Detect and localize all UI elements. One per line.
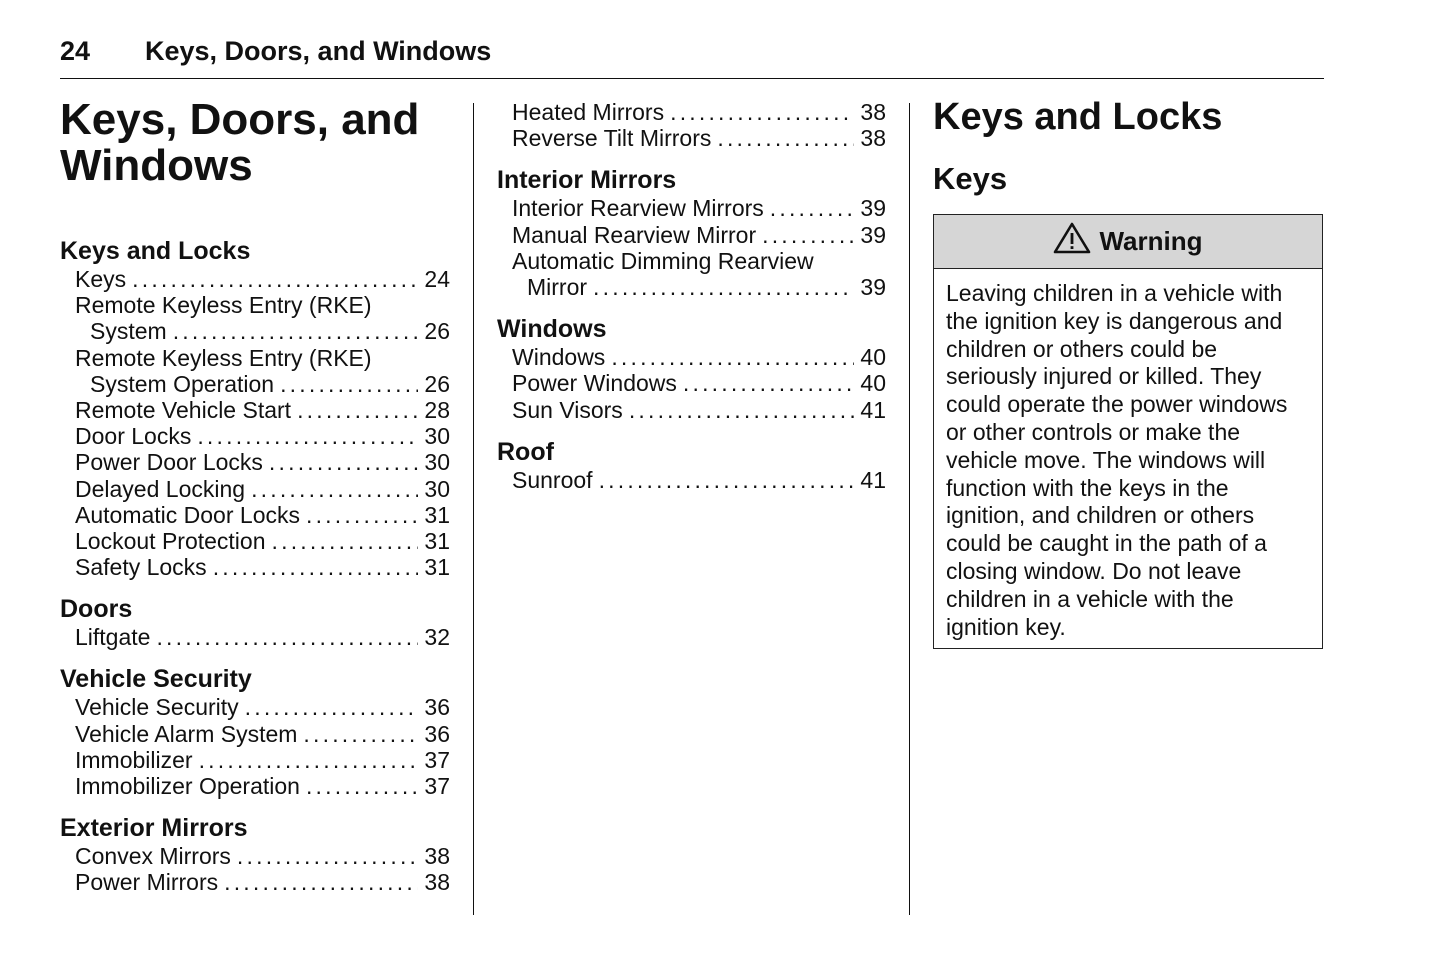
toc-section-heading: Roof (497, 437, 554, 466)
toc-entry[interactable] (497, 248, 886, 274)
toc-entry-label: Automatic Dimming Rearview (512, 247, 814, 274)
toc-entry-page: 40 (860, 344, 886, 371)
dot-leader (132, 266, 418, 292)
chapter-title-line: Keys, Doors, and (60, 95, 420, 144)
toc-entry-page: 39 (860, 221, 886, 248)
toc-entry-page: 26 (424, 370, 450, 397)
toc-entry-page: 39 (860, 195, 886, 222)
header-rule (60, 78, 1324, 79)
toc-entry-label: Interior Rearview Mirrors (512, 195, 764, 222)
toc-entry-page: 26 (424, 318, 450, 345)
dot-leader (297, 397, 418, 423)
dot-leader (251, 476, 418, 502)
toc-entry[interactable] (497, 274, 886, 300)
toc-entry[interactable] (60, 345, 450, 371)
toc-section (497, 439, 886, 493)
dot-leader (599, 467, 855, 493)
toc-entry-label: Windows (512, 344, 606, 371)
toc-entry[interactable] (60, 554, 450, 580)
toc-entry-label: Immobilizer (75, 746, 193, 773)
toc-section-heading: Doors (60, 595, 133, 624)
toc-entry-label: Heated Mirrors (512, 99, 665, 125)
toc-section (497, 167, 886, 300)
toc-entry[interactable] (60, 694, 450, 720)
toc-entry[interactable] (60, 747, 450, 773)
toc-entry[interactable] (60, 869, 450, 895)
dot-leader (173, 318, 419, 344)
toc-entry-page: 40 (860, 370, 886, 397)
toc-entry-label: Delayed Locking (75, 475, 246, 502)
toc-entry[interactable] (60, 843, 450, 869)
toc-entry[interactable] (60, 449, 450, 475)
toc-entry-label: Safety Locks (75, 554, 207, 581)
dot-leader (197, 423, 418, 449)
running-header-title: Keys, Doors, and Windows (145, 36, 492, 66)
toc-entry-page: 41 (860, 396, 886, 423)
toc-section-heading: Interior Mirrors (497, 166, 677, 195)
toc-entry[interactable] (60, 721, 450, 747)
toc-entry-page: 41 (860, 466, 886, 493)
toc-entry-page: 30 (424, 423, 450, 450)
toc-entry[interactable] (60, 423, 450, 449)
warning-box (933, 214, 1323, 649)
toc-entry[interactable] (497, 195, 886, 221)
column-divider (473, 103, 474, 915)
toc-entry-label: Sun Visors (512, 396, 623, 423)
toc-entry-label: System Operation (90, 370, 275, 397)
warning-triangle-icon (1053, 222, 1091, 261)
toc-entry-label: Remote Keyless Entry (RKE) (75, 344, 372, 371)
toc-entry-page: 36 (424, 720, 450, 747)
toc-section (60, 815, 450, 895)
dot-leader (762, 222, 854, 248)
toc-entry[interactable] (60, 528, 450, 554)
dot-leader (683, 370, 855, 396)
dot-leader (306, 773, 418, 799)
toc-entry-label: Convex Mirrors (75, 843, 231, 870)
toc-entry-label: Vehicle Alarm System (75, 720, 298, 747)
toc-entry-page: 24 (424, 266, 450, 292)
dot-leader (306, 502, 418, 528)
dot-leader (237, 843, 418, 869)
toc-entry[interactable] (497, 344, 886, 370)
toc-entry-label: Remote Vehicle Start (75, 396, 292, 423)
toc-section (497, 316, 886, 423)
toc-section (60, 238, 450, 580)
chapter-title (60, 97, 450, 189)
warning-header (934, 215, 1322, 269)
chapter-title-line: Windows (60, 141, 253, 190)
dot-leader (156, 624, 418, 650)
toc-entry-page: 37 (424, 773, 450, 799)
toc-entry-page: 32 (424, 624, 450, 651)
warning-title: Warning (1099, 226, 1203, 256)
toc-entry-page: 31 (424, 527, 450, 554)
section-title: Keys and Locks (933, 96, 1223, 138)
toc-entry-page: 31 (424, 554, 450, 581)
dot-leader (224, 869, 418, 895)
toc-entry[interactable] (60, 292, 450, 318)
toc-entry[interactable] (497, 397, 886, 423)
toc-entry[interactable] (60, 266, 450, 292)
toc-column-2 (497, 99, 886, 493)
toc-entry[interactable] (60, 624, 450, 650)
dot-leader (280, 371, 418, 397)
toc-entry-page: 38 (860, 99, 886, 125)
page-number: 24 (60, 36, 91, 66)
toc-entry[interactable] (497, 370, 886, 396)
toc-entry[interactable] (60, 476, 450, 502)
toc-entry-label: Power Mirrors (75, 869, 219, 896)
toc-entry-page: 28 (424, 396, 450, 423)
warning-body: Leaving children in a vehicle with the ignition key is dangerous and children or others could be seriously injured or killed. They could operate the power windows or other controls or make the vehicle move. The windows will function with the keys in the ignition, and children or others could be caught in the path of a closing window. Do not leave children in a vehicle with the ignition key. (946, 280, 1288, 640)
toc-section (60, 666, 450, 799)
toc-entry-page: 38 (424, 843, 450, 870)
column-divider (909, 103, 910, 915)
toc-entry-label: Power Windows (512, 370, 677, 397)
toc-entry-label: Lockout Protection (75, 527, 266, 554)
dot-leader (269, 449, 418, 475)
dot-leader (717, 125, 854, 151)
toc-entry[interactable] (497, 467, 886, 493)
toc-entry-label: Manual Rearview Mirror (512, 221, 757, 248)
toc-column-1 (60, 238, 450, 896)
dot-leader (199, 747, 419, 773)
toc-entry[interactable] (60, 397, 450, 423)
dot-leader (303, 721, 418, 747)
dot-leader (213, 554, 419, 580)
toc-entry-label: Door Locks (75, 423, 192, 450)
toc-entry-page: 30 (424, 449, 450, 476)
toc-entry-page: 36 (424, 694, 450, 721)
toc-entry[interactable] (60, 773, 450, 799)
toc-entry-page: 38 (860, 125, 886, 152)
dot-leader (245, 694, 419, 720)
toc-entry-label: Power Door Locks (75, 449, 263, 476)
dot-leader (629, 397, 855, 423)
toc-entry-label: System (90, 318, 167, 345)
dot-leader (272, 528, 419, 554)
toc-entry[interactable] (60, 318, 450, 344)
toc-section-heading: Vehicle Security (60, 665, 252, 694)
toc-entry-label: Sunroof (512, 466, 593, 493)
dot-leader (670, 99, 854, 125)
toc-section-heading: Windows (497, 315, 607, 344)
toc-entry-label: Mirror (527, 273, 588, 300)
toc-entry-label: Vehicle Security (75, 694, 239, 721)
toc-entry[interactable] (60, 502, 450, 528)
toc-entry-label: Liftgate (75, 624, 151, 651)
toc-entry-page: 37 (424, 746, 450, 773)
toc-entry-label: Reverse Tilt Mirrors (512, 125, 712, 152)
toc-entry-page: 38 (424, 869, 450, 896)
toc-entry-label: Automatic Door Locks (75, 501, 300, 528)
dot-leader (593, 274, 854, 300)
toc-entry-label: Remote Keyless Entry (RKE) (75, 292, 372, 319)
dot-leader (770, 195, 855, 221)
toc-entry-label: Keys (75, 266, 127, 292)
toc-entry[interactable] (497, 222, 886, 248)
toc-section-heading: Exterior Mirrors (60, 814, 248, 843)
toc-entry-page: 39 (860, 273, 886, 300)
dot-leader (611, 344, 854, 370)
toc-entry[interactable] (497, 99, 886, 125)
toc-section (60, 596, 450, 650)
toc-section-heading: Keys and Locks (60, 237, 251, 265)
toc-entry-page: 31 (424, 501, 450, 528)
subsection-title: Keys (933, 161, 1008, 196)
toc-entry-label: Immobilizer Operation (75, 773, 300, 799)
toc-section (497, 99, 886, 151)
toc-entry[interactable] (497, 125, 886, 151)
toc-entry-page: 30 (424, 475, 450, 502)
toc-entry[interactable] (60, 371, 450, 397)
